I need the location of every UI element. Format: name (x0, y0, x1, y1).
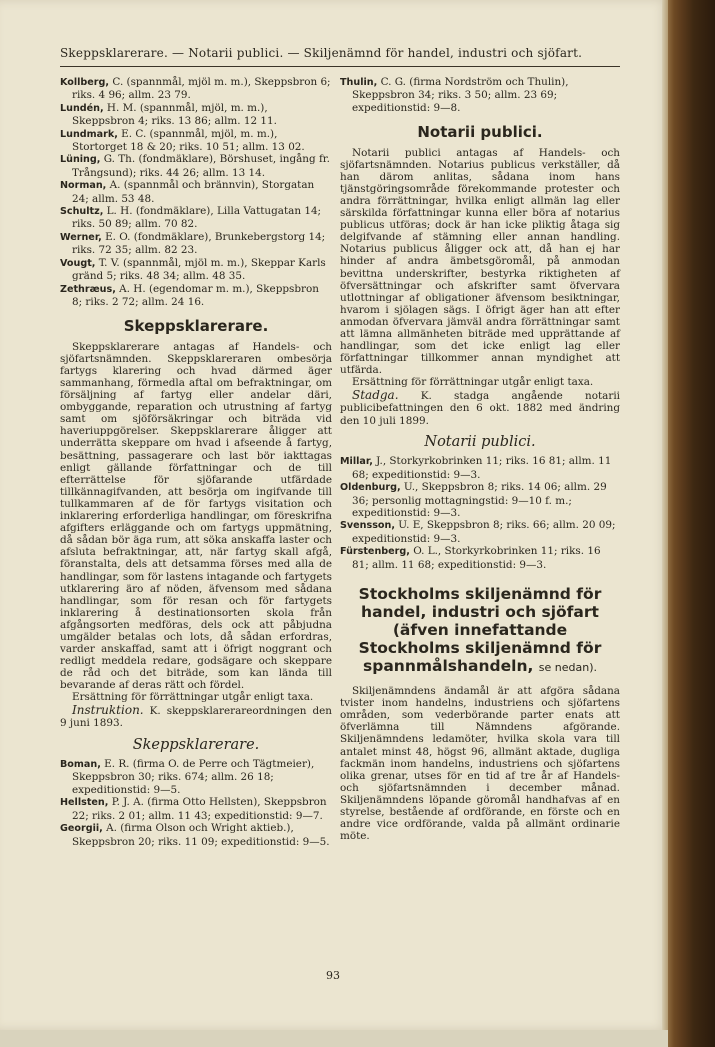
entry-name: Lundmark, (60, 128, 118, 140)
entry-name: Millar, (340, 456, 373, 468)
list-item (60, 231, 332, 257)
list-item (340, 545, 620, 571)
list-item (60, 822, 332, 848)
entry-name: Kollberg, (60, 77, 110, 88)
entry-name: Hellsten, (60, 797, 109, 809)
notarii-stadga (340, 389, 620, 427)
section-heading-skeppsklarerare: Skeppsklarerare. (123, 317, 269, 336)
skeppsklarerare-list (60, 758, 332, 848)
entry-name: Fürstenberg, (340, 546, 410, 558)
entry-text: P. J. A. (firma Otto Hellsten), Skeppsbron 22; riks. 2 01; allm. 11 43; expeditionstid: 9—7. (72, 796, 327, 822)
entry-name: Werner, (60, 231, 102, 243)
entry-name: Schultz, (60, 206, 104, 218)
entry-text: C. (spannmål, mjöl m. m.), Skeppsbron 6; riks. 4 96; allm. 23 79. (72, 76, 331, 102)
entry-text: A. H. (egendomar m. m.), Skeppsbron 8; riks. 2 72; allm. 24 16. (72, 282, 319, 308)
list-item (340, 455, 620, 481)
entry-name: Svensson, (340, 520, 395, 532)
list-item (60, 205, 332, 231)
entry-text: A. (firma Olson och Wright aktieb.), Skeppsbron 20; riks. 11 09; expeditionstid: 9—5. (72, 822, 330, 848)
stadga-label: Stadga. (352, 387, 399, 402)
entry-name: Lüning, (60, 154, 101, 166)
list-item (60, 128, 332, 154)
entry-name: Georgii, (60, 823, 103, 835)
entry-text: U., Skeppsbron 8; riks. 14 06; allm. 29 36; personlig mottagningstid: 9—10 f. m.; expeditionstid: 9—3. (352, 481, 607, 520)
page-number: 93 (326, 969, 340, 982)
skiljenamnd-description: Skiljenämndens ändamål är att afgöra sådana tvister inom handelns, industriens och sjöfartens områden, som vederbörande parter enats att öfverlämna till Nämndens afgörande. Skiljenämndens ledamöter, hvilka skola vara till antalet minst 48, högst 96, allmänt aktade, dugliga fackmän inom handelns, industriens och sjöfartens olika grenar, utses för en tid af tre år af Handels- och sjöfartsnämnden i december månad. Skiljenämndens löpande göromål handhafvas af en styrelse, bestående af ordförande, en förste och en andre vice ordförande, valda på allmänt ordinarie möte. (340, 685, 620, 843)
instruction-label: Instruktion. (72, 702, 144, 717)
entry-text: G. Th. (fondmäklare), Börshuset, ingång fr. Trångsund); riks. 44 26; allm. 13 14. (72, 153, 330, 179)
section-heading-skiljenamnd (340, 585, 620, 677)
running-header: Skeppsklarerare. — Notarii publici. — Skiljenämnd för handel, industri och sjöfart. (60, 46, 583, 60)
entry-name: Lundén, (60, 102, 104, 114)
entry-text: L. H. (fondmäklare), Lilla Vattugatan 14; riks. 50 89; allm. 70 82. (72, 205, 322, 231)
entry-name: Oldenburg, (340, 482, 401, 494)
entry-name: Thulin, (340, 77, 378, 88)
entry-text: C. G. (firma Nordström och Thulin), Skeppsbron 34; riks. 3 50; allm. 23 69; expeditionstid: 9—8. (352, 76, 569, 114)
entry-text: E. C. (spannmål, mjöl, m. m.), Stortorget 18 & 20; riks. 10 51; allm. 13 02. (72, 127, 305, 154)
instruction-text: K. skeppsklarerareordningen den 9 juni 1893. (60, 704, 332, 730)
skeppsklarerare-instruction (60, 704, 332, 730)
left-column (60, 76, 332, 848)
skeppsklarerare-description: Skeppsklarerare antagas af Handels- och sjöfartsnämnden. Skeppsklareraren ombesörja fartygs klarering och hvad därmed äger sammanhang, förmedla aftal om befraktningar, om försäljning af fartyg eller andelar däri, ombyggande, reparation och utrustning af fartyg samt om sjöförsäkringar och biträda vid haveriuppgörelser. Skeppsklarerare åligger att underrätta skeppare om hvad i afseende å fartyg, besättning, passagerare och last bör iakttagas enligt gällande författningar och de till efterrättelse för sjöfarande utfärdade tillkännagifvanden, att besörja om ingifvande till tullkammaren af de för fartygs visitation och inklarering erforderliga handlingar, om föreskrifna afgifters erläggande och om fartygs uppmätning, då sådan bör äga rum, att söka anskaffa laster och afsluta befraktningar, att, när fartyg skall afgå, föranstalta, dels att detsamma förses med alla de handlingar, som för lastens intagande och fartygets utklarering äro af nöden, äfvensom med sådana handlingar, som för resan och för fartygets inklarering å destinationsorten skola från afgångsorten medföras, dels ock att påbjudna umgälder betalas och lots, då sådan erfordras, varder anskaffad, samt att i öfrigt noggrant och redligt meddela redare, godsägare och skeppare de råd och det biträde, som kan lända till bevarande af deras rätt och fördel. (60, 340, 332, 692)
entry-name: Norman, (60, 180, 107, 192)
notarii-list-heading: Notarii publici. (424, 434, 536, 451)
entry-text: T. V. (spannmål, mjöl m. m.), Skeppar Karls gränd 5; riks. 48 34; allm. 48 35. (72, 256, 326, 283)
notarii-list (340, 455, 620, 571)
broker-list (60, 76, 332, 308)
list-item (60, 153, 332, 179)
list-item (60, 76, 332, 102)
list-item (60, 102, 332, 128)
entry-text: H. M. (spannmål, mjöl, m. m.), Skeppsbron 4; riks. 13 86; allm. 12 11. (72, 101, 277, 128)
notarii-fee-note: Ersättning för förrättningar utgår enligt taxa. (352, 376, 594, 389)
entry-text: U. E, Skeppsbron 8; riks. 66; allm. 20 09; expeditionstid: 9—3. (352, 519, 616, 545)
book-spine (668, 0, 715, 1047)
skeppsklarerare-list-heading: Skeppsklarerare. (132, 736, 260, 753)
stadga-text: K. stadga angående notarii publicibefattningen den 6 okt. 1882 med ändring den 10 juli 1899. (340, 389, 620, 427)
list-item (340, 519, 620, 545)
entry-name: Vougt, (60, 257, 96, 269)
skiljenamnd-title-note: se nedan). (538, 661, 597, 675)
header-rule (60, 66, 620, 67)
list-item (60, 758, 332, 796)
entry-name: Boman, (60, 759, 101, 771)
right-column (340, 76, 620, 842)
entry-name: Zethræus, (60, 283, 116, 295)
list-item (60, 257, 332, 283)
skeppsklarerare-fee-note: Ersättning för förrättningar utgår enligt taxa. (72, 691, 314, 704)
section-heading-notarii: Notarii publici. (417, 123, 543, 142)
entry-text: E. O. (fondmäklare), Brunkebergstorg 14; riks. 72 35; allm. 82 23. (72, 230, 326, 257)
notarii-description: Notarii publici antagas af Handels- och sjöfartsnämnden. Notarius publicus verkställer, då han därom anlitas, sådana inom hans tjänstgöringsområde förekommande protester och andra förrättningar, hvilka enligt allmän lag eller särskilda författningar kunna eller böra af notarius publicus utföras; dock är han icke pliktig åtaga sig delgifvande af stämning eller annan handling. Notarius publicus åligger ock att, då han ej har hinder af andra ämbetsgöromål, på anmodan bevittna underskrifter, bestyrka riktigheten af öfversättningar och afskrifter samt öfvervara utlottningar af obligationer äfvensom besiktningar, hvarom i sjölagen sägs. I öfrigt äger han att efter anmodan öfvervara jämväl andra förrättningar samt att lämna allmänheten biträde med upprättande af handlingar, som det icke enligt lag eller författningar tillkommer annan myndighet att utfärda. (340, 146, 620, 377)
list-item (340, 76, 620, 114)
entry-text: A. (spannmål och brännvin), Storgatan 24; allm. 53 48. (72, 179, 315, 205)
entry-text: J., Storkyrkobrinken 11; riks. 16 81; allm. 11 68; expeditionstid: 9—3. (352, 455, 612, 481)
entry-text: O. L., Storkyrkobrinken 11; riks. 16 81; allm. 11 68; expeditionstid: 9—3. (352, 545, 601, 571)
list-item (60, 283, 332, 309)
list-item (60, 179, 332, 205)
list-item (340, 481, 620, 519)
list-item (60, 796, 332, 822)
entry-text: E. R. (firma O. de Perre och Tägtmeier), Skeppsbron 30; riks. 674; allm. 26 18; expeditionstid: 9—5. (72, 758, 315, 796)
skiljenamnd-title: Stockholms skiljenämnd för handel, industri och sjöfart (äfven innefattande Stockholms skiljenämnd för spannmålshandeln, (358, 585, 602, 676)
